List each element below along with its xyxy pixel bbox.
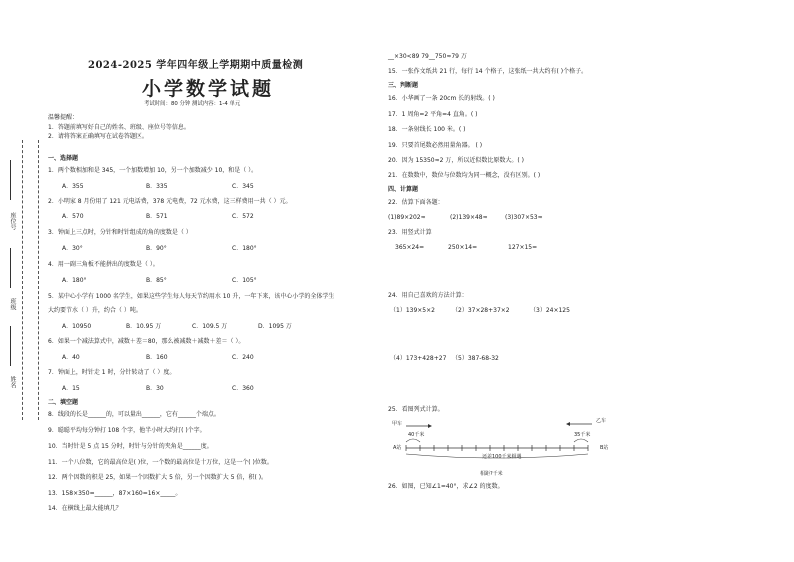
q23-item-1: 365×24= [395,244,425,251]
q14-fill-items: __×30<89 79__750≈79 万 [388,53,467,60]
q23-item-2: 250×14= [448,244,478,251]
q14-text: 14．在横线上最大能填几？ [48,505,122,512]
section-2-title: 二、填空题 [48,399,79,406]
diagram-right-speed: 35千米 [574,432,591,438]
section-1-title: 一、选择题 [48,155,79,162]
q2-option-a: A．570 [62,213,84,220]
q5-option-b: B．10.95 万 [126,323,162,330]
q5-option-d: D．1095 万 [258,323,292,330]
binding-dashed-line-inner [38,140,39,420]
q10-text: 10．当时针是 5 点 15 分时，时针与分针的夹角是______度。 [48,443,213,450]
q2-option-c: C．572 [232,213,254,220]
q22-item-2: (2)139×48≈ [450,214,488,221]
q3-text: 3．钟面上三点时，分针和时针组成的角的度数是（ ） [48,229,192,236]
right-direction-arrowhead [566,422,570,426]
q16-text: 16．小华画了一条 20cm 长的射线。( ) [388,95,495,102]
distance-diagram [380,412,610,474]
diagram-left-speed: 40千米 [408,432,425,438]
q26-text: 26．如图，已知∠1=40°，求∠2 的度数。 [388,483,504,490]
section-4-title: 四、计算题 [388,186,419,193]
q24-text: 24．用自己喜欢的方法计算： [388,292,468,299]
diagram-station-a: A站 [393,445,402,451]
q1-option-b: B．335 [146,183,168,190]
q13-text: 13．158×350=______，87×160=16×_____。 [48,490,182,497]
q7-option-c: C．360 [232,385,254,392]
q4-option-a: A．180° [62,277,87,284]
q24-item-1: （1）139×5×2 [390,307,435,314]
name-write-line [10,326,11,366]
q23-item-3: 127×15= [508,244,538,251]
q5-option-c: C．109.5 万 [192,323,228,330]
exam-subtitle: 小学数学试题 [142,78,275,100]
q24-item-3: （3）24×125 [530,307,570,314]
q17-text: 17．1 周角=2 平角=4 直角。( ) [388,111,478,118]
q6-text: 6．如果一个减法算式中，减数＋差＝80，那么被减数＋减数＋差＝（ ）。 [48,338,245,345]
q2-option-b: B．571 [146,213,168,220]
q5-option-a: A．10950 [62,323,92,330]
q7-option-b: B．30 [146,385,164,392]
q2-text: 2．小明家 8 月份用了 121 元电话费，378 元电费，72 元水费，这三样费用一共（ ）元。 [48,198,292,205]
class-write-line [10,248,11,288]
notice-line-1: 1．答题前填写好自己的姓名、班级、座位号等信息。 [48,124,190,131]
q11-text: 11．一个八位数，它的最高位是( )位，一个数的最高位是十万位，这是一个( )位数。 [48,459,273,466]
notice-title: 温馨提醒： [48,114,79,121]
q1-option-a: A．355 [62,183,84,190]
q18-text: 18．一条射线长 100 米。( ) [388,126,466,133]
q12-text: 12．两个因数的积是 25，如果一个因数扩大 5 倍，另一个因数扩大 5 倍，积( )。 [48,474,268,481]
exam-info: 考试时间：80 分钟 测试内容：1-4 单元 [144,101,241,107]
q20-text: 20．因为 15350≈2 万，所以近似数比原数大。( ) [388,157,524,164]
exam-title: 2024-2025 学年四年级上学期期中质量检测 [88,60,304,71]
diagram-station-b: B站 [600,445,609,451]
notice-line-2: 2．请将答案正确填写在试卷答题区。 [48,133,148,140]
binding-dashed-line-outer [22,140,23,420]
left-direction-arrowhead [428,424,432,428]
right-speed-brace [574,439,588,442]
diagram-gap-label: 还差100千米相遇 [482,454,522,460]
diagram-right-vehicle: 乙车 [596,418,607,424]
q22-text: 22．估算下面各题： [388,199,444,206]
q3-option-a: A．30° [62,245,83,252]
q3-option-c: C．180° [232,245,257,252]
q24-item-2: （2）37×28+37×2 [452,307,510,314]
left-speed-brace [406,439,420,442]
diagram-total-label: 相距?千米 [480,471,503,477]
diagram-left-vehicle: 甲车 [392,421,403,427]
q5-text-line-2: 大约要节水（ ）升，约合（ ）吨。 [48,307,142,314]
name-label: 姓名 [9,376,16,388]
q1-option-c: C．345 [232,183,254,190]
q7-text: 7．钟面上，时针走 1 时，分针转动了（ ）度。 [48,369,176,376]
q24-item-4: （4）173+428+27 [390,355,447,362]
section-3-title: 三、判断题 [388,82,419,89]
seat-write-line [10,160,11,200]
q5-text-line-1: 5．某中心小学有 1000 名学生，如果这些学生每人每天节约用水 10 升，一年下来，该中心小学的全体学生 [48,293,335,300]
q4-option-b: B．85° [146,277,167,284]
q6-option-b: B．160 [146,354,168,361]
q4-text: 4．用一副三角板不能拼出的度数是（ ）。 [48,261,159,268]
q1-text: 1．两个数相加和是 345，一个加数增加 10，另一个加数减少 10，和是（ ）。 [48,167,258,174]
q19-text: 19．只要首尾数必然用量角器。 ( ) [388,142,483,149]
q24-item-5: （5）387-68-32 [452,355,499,362]
q23-text: 23．用竖式计算 [388,229,432,236]
q15-text: 15．一张作文纸共 21 行，每行 14 个格子，这张纸一共大约有( )个格子。 [388,68,588,75]
q6-option-a: A．40 [62,354,80,361]
q25-text: 25．看图列式计算。 [388,406,444,413]
q6-option-c: C．240 [232,354,254,361]
class-label: 班级 [9,298,16,310]
q9-text: 9．聪聪平均每分钟打 108 个字，他半小时大约打( )个字。 [48,427,206,434]
q3-option-b: B．90° [146,245,167,252]
q4-option-c: C．105° [232,277,257,284]
q22-item-1: (1)89×202≈ [388,214,426,221]
q8-text: 8．线段的长是______的，可以量出______，它有______个端点。 [48,411,220,418]
seat-label: 座位号 [9,212,16,230]
q21-text: 21．在数数中，数位与位数均为同一概念，没有区别。( ) [388,172,541,179]
total-distance-brace [406,454,588,458]
q22-item-3: (3)307×53≈ [505,214,543,221]
q7-option-a: A．15 [62,385,80,392]
